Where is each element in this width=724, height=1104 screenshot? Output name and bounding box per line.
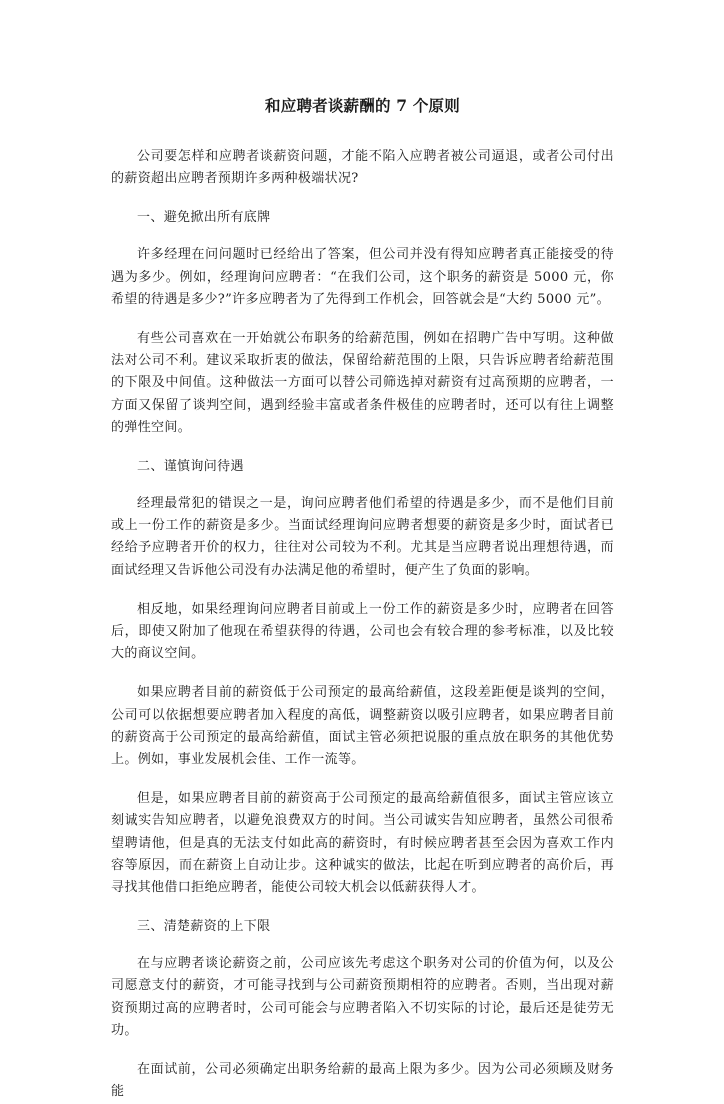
section-2-paragraph-3: 如果应聘者目前的薪资低于公司预定的最高给薪值，这段差距便是谈判的空间，公司可以依据想要应聘者加入程度的高低，调整薪资以吸引应聘者，如果应聘者目前的薪资高于公司预定的最高给薪值，面试主管必须把说服的重点放在职务的其他优势上。例如，事业发展机会佳、工作一流等。 bbox=[111, 685, 614, 768]
section-3-paragraph-1: 在与应聘者谈论薪资之前，公司应该先考虑这个职务对公司的价值为何，以及公司愿意支付的薪资，才可能寻找到与公司薪资预期相符的应聘者。否则，当出现对薪资预期过高的应聘者时，公司可能会与应聘者陷入不切实际的讨论，最后还是徒劳无功。 bbox=[111, 956, 614, 1038]
section-1-paragraph-2: 有些公司喜欢在一开始就公布职务的给薪范围，例如在招聘广告中写明。这种做法对公司不利。建议采取折衷的做法，保留给薪范围的上限，只告诉应聘者给薪范围的下限及中间值。这种做法一方面可以替公司筛选掉对薪资有过高预期的应聘者，一方面又保留了谈判空间，遇到经验丰富或者条件极佳的应聘者时，还可以有往上调整的弹性空间。 bbox=[111, 331, 614, 435]
section-3-heading: 三、清楚薪资的上下限 bbox=[137, 919, 271, 935]
intro-paragraph: 公司要怎样和应聘者谈薪资问题，才能不陷入应聘者被公司逼退，或者公司付出的薪资超出应聘者预期许多两种极端状况? bbox=[111, 149, 614, 187]
section-2-paragraph-4: 但是，如果应聘者目前的薪资高于公司预定的最高给薪值很多，面试主管应该立刻诚实告知应聘者，以避免浪费双方的时间。当公司诚实告知应聘者，虽然公司很希望聘请他，但是真的无法支付如此高的薪资时，有时候应聘者甚至会因为喜欢工作内容等原因，而在薪资上自动让步。这种诚实的做法，比起在听到应聘者的高价后，再寻找其他借口拒绝应聘者，能使公司较大机会以低薪获得人才。 bbox=[111, 791, 614, 896]
section-1-heading: 一、避免掀出所有底牌 bbox=[137, 210, 271, 226]
section-3-paragraph-2: 在面试前，公司必须确定出职务给薪的最高上限为多少。因为公司必须顾及财务能 bbox=[111, 1062, 614, 1100]
section-2-heading: 二、谨慎询问待遇 bbox=[137, 459, 244, 475]
section-1-paragraph-1: 许多经理在问问题时已经给出了答案，但公司并没有得知应聘者真正能接受的待遇为多少。例如，经理询问应聘者：“在我们公司，这个职务的薪资是 5000 元，你希望的待遇是多少?”许多应聘者为了先得到工作机会，回答就会是“大约 5000 元”。 bbox=[111, 247, 614, 307]
section-2-paragraph-1: 经理最常犯的错误之一是，询问应聘者他们希望的待遇是多少，而不是他们目前或上一份工作的薪资是多少。当面试经理询问应聘者想要的薪资是多少时，面试者已经给予应聘者开价的权力，往往对公司较为不利。尤其是当应聘者说出理想待遇，而面试经理又告诉他公司没有办法满足他的希望时，便产生了负面的影响。 bbox=[111, 496, 614, 578]
section-2-paragraph-2: 相反地，如果经理询问应聘者目前或上一份工作的薪资是多少时，应聘者在回答后，即使又附加了他现在希望获得的待遇，公司也会有较合理的参考标准，以及比较大的商议空间。 bbox=[111, 601, 614, 662]
document-title: 和应聘者谈薪酬的 7 个原则 bbox=[265, 96, 460, 115]
